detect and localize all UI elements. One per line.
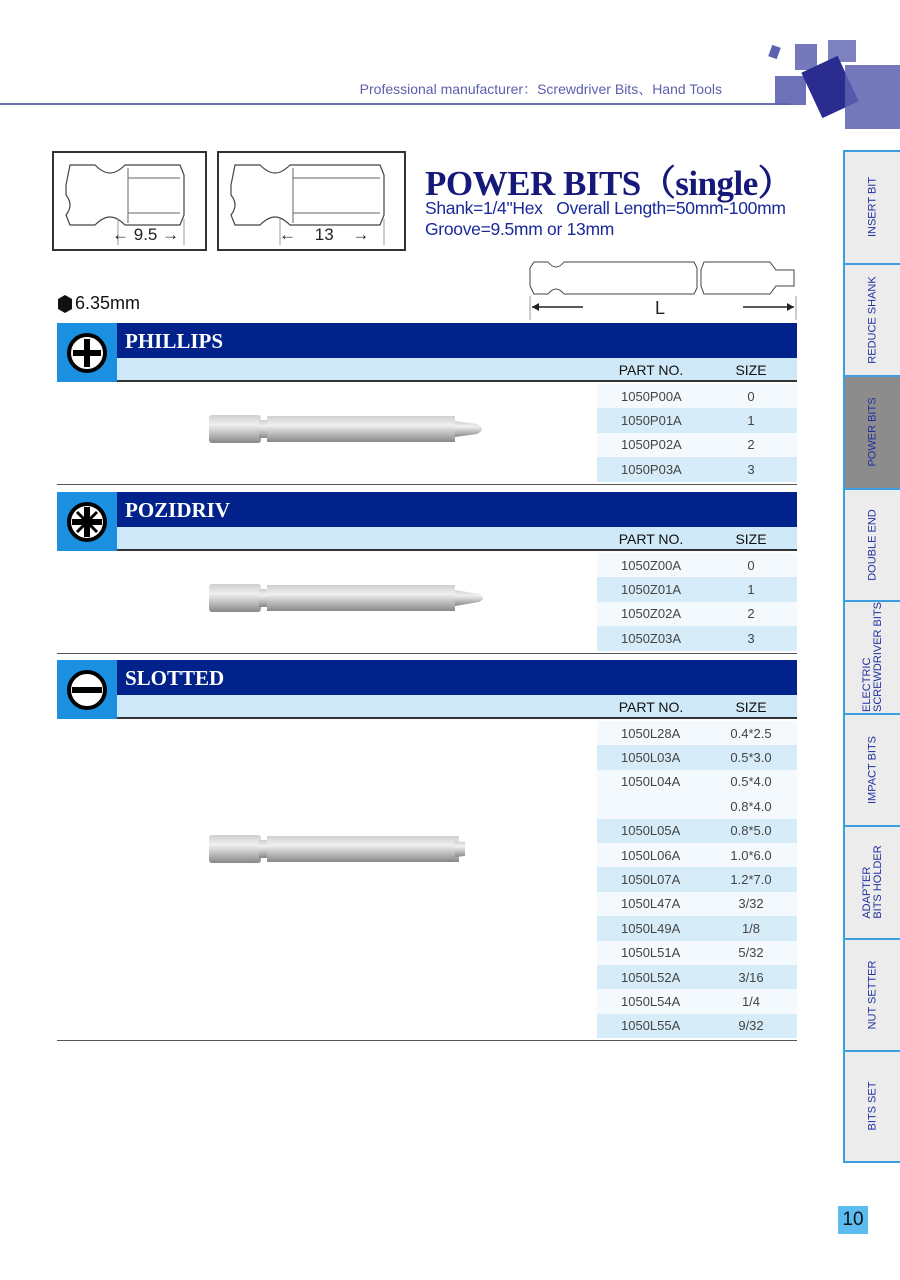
size: 1.0*6.0: [730, 847, 772, 863]
part-number: 1050L55A: [621, 1018, 681, 1034]
table-row: [597, 745, 797, 769]
hexagon-icon: [58, 295, 72, 313]
column-header-part: PART NO.: [618, 362, 684, 378]
section-divider: [57, 484, 797, 485]
sidebar-tab-label: BITS SET: [866, 1081, 878, 1131]
sidebar-tab-label: DOUBLE END: [866, 508, 878, 581]
size: 1: [747, 582, 755, 598]
parts-table: [597, 384, 797, 482]
sidebar-tab-adapter-bits-holder[interactable]: [843, 825, 900, 938]
size: 0.5*3.0: [730, 750, 772, 766]
hex-size-value: 6.35mm: [75, 293, 141, 313]
part-number: 1050L06A: [621, 847, 681, 863]
part-number: 1050L28A: [621, 725, 681, 741]
sidebar-tab-double-end[interactable]: [843, 488, 900, 601]
pozidriv-icon-box: [57, 492, 117, 551]
groove-13-label: ← 13 →: [279, 225, 370, 244]
section-divider: [57, 1040, 797, 1041]
sidebar-tab-label: INSERT BIT: [866, 177, 878, 238]
size: 2: [747, 437, 755, 453]
table-row: [597, 1014, 797, 1038]
size: 0.4*2.5: [730, 725, 772, 741]
page-title: POWER BITS（single）: [425, 164, 793, 203]
sidebar-tab-power-bits[interactable]: [843, 375, 900, 488]
size: 9/32: [738, 1018, 764, 1034]
length-label: L: [655, 298, 666, 318]
size: 3/16: [738, 969, 764, 985]
part-number: 1050L04A: [621, 774, 681, 790]
table-row: [597, 843, 797, 867]
table-row: [597, 892, 797, 916]
groove-diagram-13: [217, 151, 406, 251]
sidebar-tab-label: REDUCE SHANK: [866, 276, 878, 364]
table-row: [597, 721, 797, 745]
part-number: 1050L47A: [621, 896, 681, 912]
table-row: [597, 457, 797, 481]
overall-length-diagram: [528, 260, 800, 322]
size: 0.5*4.0: [730, 774, 772, 790]
phillips-icon-box: [57, 323, 117, 382]
sidebar-tab-bits-set[interactable]: [843, 1050, 900, 1163]
table-row: [597, 794, 797, 818]
bit-photo: [205, 407, 495, 451]
column-header-size: SIZE: [735, 699, 767, 715]
table-row: [597, 602, 797, 626]
brand-logo-squares: [765, 40, 900, 130]
sidebar-tab-label: ADAPTER BITS HOLDER: [860, 845, 884, 919]
bit-photo: [205, 827, 495, 871]
size: 0: [747, 388, 755, 404]
table-row: [597, 433, 797, 457]
part-number: 1050L07A: [621, 872, 681, 888]
sidebar-tab-label: NUT SETTER: [866, 960, 878, 1030]
table-row: [597, 941, 797, 965]
section-title: POZIDRIV: [125, 498, 231, 522]
slotted-icon-box: [57, 660, 117, 719]
part-number: 1050L03A: [621, 750, 681, 766]
size: 2: [747, 606, 755, 622]
table-row: [597, 553, 797, 577]
part-number: 1050Z01A: [621, 582, 681, 598]
sidebar-tab-electric-screwdriver-bits[interactable]: [843, 600, 900, 713]
sidebar-tab-label: IMPACT BITS: [866, 735, 878, 804]
table-row: [597, 989, 797, 1013]
spec-groove: Groove=9.5mm or 13mm: [425, 219, 614, 239]
phillips-icon: [67, 333, 107, 373]
sidebar-tab-nut-setter[interactable]: [843, 938, 900, 1051]
header-rule: [0, 103, 790, 105]
size: 1/8: [741, 920, 761, 936]
groove-diagram-9-5: [52, 151, 207, 251]
column-header-size: SIZE: [735, 531, 767, 547]
header-tagline: Professional manufacturer：Screwdriver Bits、Hand Tools: [359, 81, 722, 97]
part-number: 1050Z03A: [621, 630, 681, 646]
section-title: SLOTTED: [125, 666, 225, 690]
sidebar-tab-insert-bit[interactable]: [843, 150, 900, 263]
page-number: 10: [838, 1206, 868, 1234]
groove-13-value: 13: [314, 225, 334, 244]
parts-table: [597, 721, 797, 1038]
part-number: 1050Z00A: [621, 557, 681, 573]
sidebar-tab-label: ELECTRIC SCREWDRIVER BITS: [860, 602, 884, 713]
part-number: 1050P02A: [621, 437, 682, 453]
size: 5/32: [738, 945, 764, 961]
size: 3: [747, 630, 755, 646]
size: 0: [747, 557, 755, 573]
pozidriv-icon: [67, 502, 107, 542]
table-row: [597, 867, 797, 891]
category-sidebar: [843, 150, 900, 1163]
size: 1.2*7.0: [730, 872, 772, 888]
sidebar-tab-label: POWER BITS: [866, 397, 878, 467]
sidebar-tab-reduce-shank[interactable]: [843, 263, 900, 376]
table-row: [597, 577, 797, 601]
size: 0.8*5.0: [730, 823, 772, 839]
size: 1: [747, 413, 755, 429]
table-row: [597, 819, 797, 843]
section-title: PHILLIPS: [125, 329, 224, 353]
part-number: 1050L49A: [621, 920, 681, 936]
size: 3/32: [738, 896, 764, 912]
part-number: 1050P03A: [621, 461, 682, 477]
table-row: [597, 384, 797, 408]
table-row: [597, 626, 797, 650]
part-number: 1050P00A: [621, 388, 682, 404]
part-number: 1050L54A: [621, 993, 681, 1009]
section-divider: [57, 653, 797, 654]
table-row: [597, 408, 797, 432]
table-row: [597, 916, 797, 940]
size: 0.8*4.0: [730, 798, 772, 814]
parts-table: [597, 553, 797, 651]
column-header-part: PART NO.: [618, 531, 684, 547]
sidebar-tab-impact-bits[interactable]: [843, 713, 900, 826]
column-header-part: PART NO.: [618, 699, 684, 715]
bit-photo: [205, 576, 495, 620]
part-number: 1050P01A: [621, 413, 682, 429]
part-number: 1050L05A: [621, 823, 681, 839]
size: 1/4: [741, 993, 761, 1009]
part-number: 1050Z02A: [621, 606, 681, 622]
size: 3: [747, 461, 755, 477]
part-number: 1050L52A: [621, 969, 681, 985]
column-header-size: SIZE: [735, 362, 767, 378]
hex-size-label: [58, 293, 140, 314]
slotted-icon: [67, 670, 107, 710]
spec-shank-length: Shank=1/4"Hex Overall Length=50mm-100mm: [425, 198, 786, 218]
groove-9-5-label: ← 9.5 →: [112, 225, 180, 244]
table-row: [597, 965, 797, 989]
groove-9-5-value: 9.5: [133, 225, 158, 244]
table-row: [597, 770, 797, 794]
part-number: 1050L51A: [621, 945, 681, 961]
